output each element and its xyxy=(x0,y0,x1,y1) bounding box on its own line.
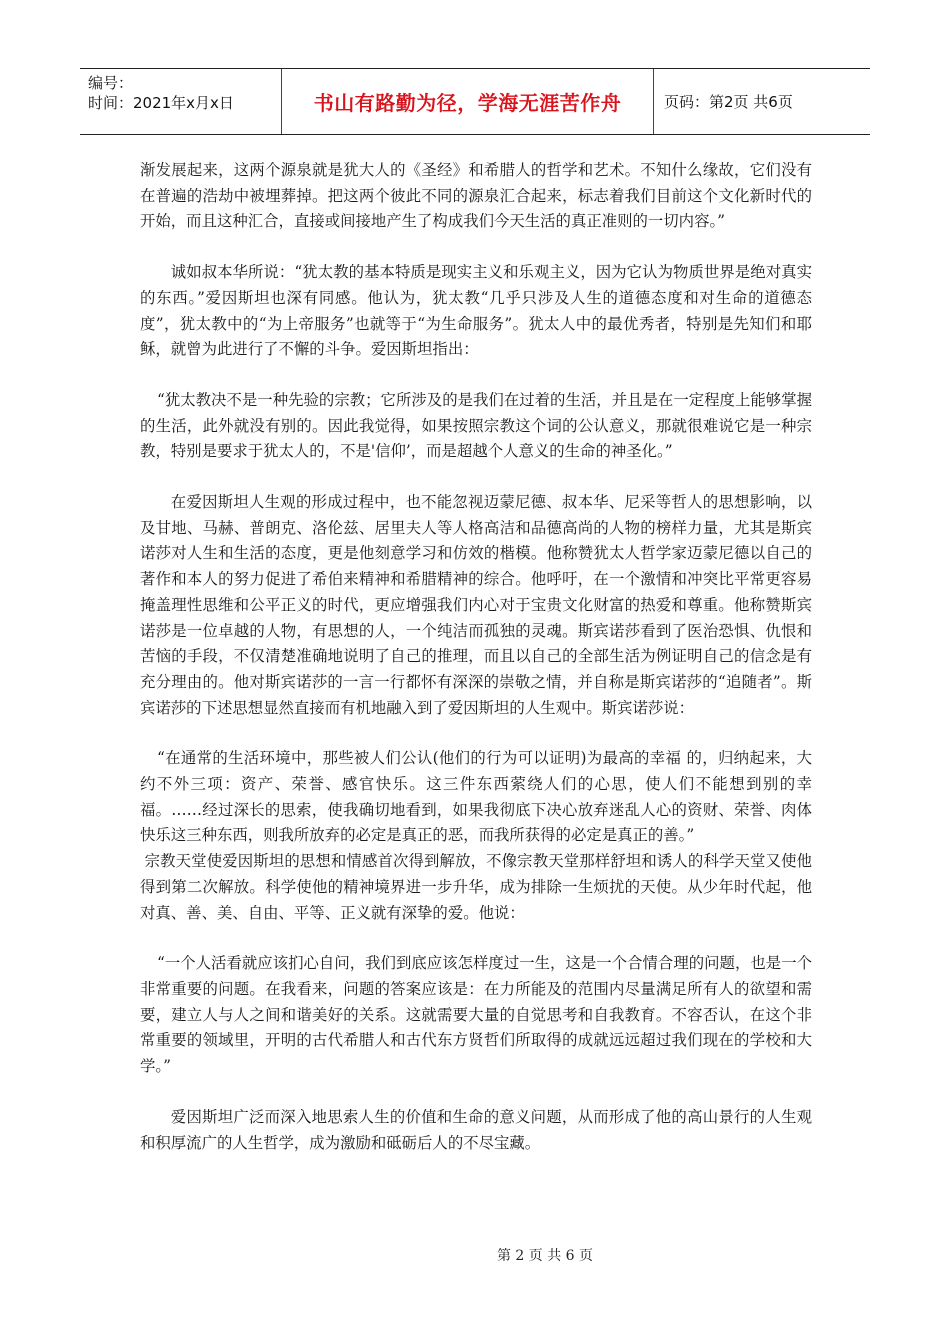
time-label: 时间：2021年x月x日 xyxy=(88,94,234,112)
header-meta-cell xyxy=(80,69,282,134)
page-footer: 第 2 页 共 6 页 xyxy=(496,1248,594,1264)
serial-label: 编号： xyxy=(88,74,134,92)
quote-3: “一个人活看就应该扪心自问，我们到底应该怎样度过一生，这是一个合情合理的问题，也是一个非常重要的问题。在我看来，问题的答案应该是：在力所能及的范围内尽量满足所有人的欲望和需要，建立人与人之间和谐美好的关系。这就需要大量的自觉思考和自我教育。不容否认，在这个非常重要的领域里，开明的古代希腊人和古代东方贤哲们所取得的成就远远超过我们现在的学校和大学。” xyxy=(140,954,812,1076)
paragraph-1: 渐发展起来，这两个源泉就是犹大人的《圣经》和希腊人的哲学和艺术。不知什么缘故，它们没有在普遍的浩劫中被埋葬掉。把这两个彼此不同的源泉汇合起来，标志着我们目前这个文化新时代的开始，而且这种汇合，直接或间接地产生了构成我们今天生活的真正准则的一切内容。” xyxy=(140,161,812,231)
header-motto: 书山有路勤为径，学海无涯苦作舟 xyxy=(282,69,654,134)
page-header-table xyxy=(80,68,870,135)
quote-1: “犹太教决不是一种先验的宗教；它所涉及的是我们在过着的生活，并且是在一定程度上能够掌握的生活，此外就没有别的。因此我觉得，如果按照宗教这个词的公认意义，那就很难说它是一种宗教，特别是要求于犹太人的，不是'信仰’，而是超越个人意义的生命的神圣化。” xyxy=(140,390,812,461)
paragraph-3: 在爱因斯坦人生观的形成过程中，也不能忽视迈蒙尼德、叔本华、尼采等哲人的思想影响，以及甘地、马赫、普朗克、洛伦兹、居里夫人等人格高洁和品德高尚的人物的榜样力量，尤其是斯宾诺莎对人生和生活的态度，更是他刻意学习和仿效的楷模。他称赞犹太人哲学家迈蒙尼德以自己的著作和本人的努力促进了希伯来精神和希腊精神的综合。他呼吁，在一个激情和冲突比平常更容易掩盖理性思维和公平正义的时代，更应增强我们内心对于宝贵文化财富的热爱和尊重。他称赞斯宾诺莎是一位卓越的人物，有思想的人，一个纯洁而孤独的灵魂。斯宾诺莎看到了医治恐惧、仇恨和苦恼的手段，不仅清楚准确地说明了自己的推理，而且以自己的全部生活为例证明自己的信念是有充分理由的。他对斯宾诺莎的一言一行都怀有深深的崇敬之情，并自称是斯宾诺莎的“追随者”。斯宾诺莎的下述思想显然直接而有机地融入到了爱因斯坦的人生观中。斯宾诺莎说： xyxy=(140,493,812,717)
document-body xyxy=(140,158,812,1156)
quote-2: “在通常的生活环境中，那些被人们公认(他们的行为可以证明)为最高的幸福 的，归纳起来，大约不外三项：资产、荣誉、感官快乐。这三件东西萦绕人们的心思，使人们不能想到别的幸福。……经过深长的思索，使我确切地看到，如果我彻底下决心放弃迷乱人心的资财、荣誉、肉体快乐这三种东西，则我所放弃的必定是真正的恶，而我所获得的必定是真正的善。” xyxy=(140,749,812,845)
paragraph-5: 爱因斯坦广泛而深入地思索人生的价值和生命的意义问题，从而形成了他的高山景行的人生观和积厚流广的人生哲学，成为激励和砥砺后人的不尽宝藏。 xyxy=(140,1107,812,1152)
paragraph-2: 诚如叔本华所说：“犹太教的基本特质是现实主义和乐观主义，因为它认为物质世界是绝对真实的东西。”爱因斯坦也深有同感。他认为，犹太教“几乎只涉及人生的道德态度和对生命的道德态度”，犹太教中的“为上帝服务”也就等于“为生命服务”。犹太人中的最优秀者，特别是先知们和耶稣，就曾为此进行了不懈的斗争。爱因斯坦指出： xyxy=(140,263,812,359)
header-page-info: 页码：第2页 共6页 xyxy=(664,93,793,111)
paragraph-4: 宗教天堂使爱因斯坦的思想和情感首次得到解放，不像宗教天堂那样舒坦和诱人的科学天堂又使他得到第二次解放。科学使他的精神境界进一步升华，成为排除一生烦扰的天使。从少年时代起，他对真、善、美、自由、平等、正义就有深挚的爱。他说： xyxy=(140,852,812,922)
